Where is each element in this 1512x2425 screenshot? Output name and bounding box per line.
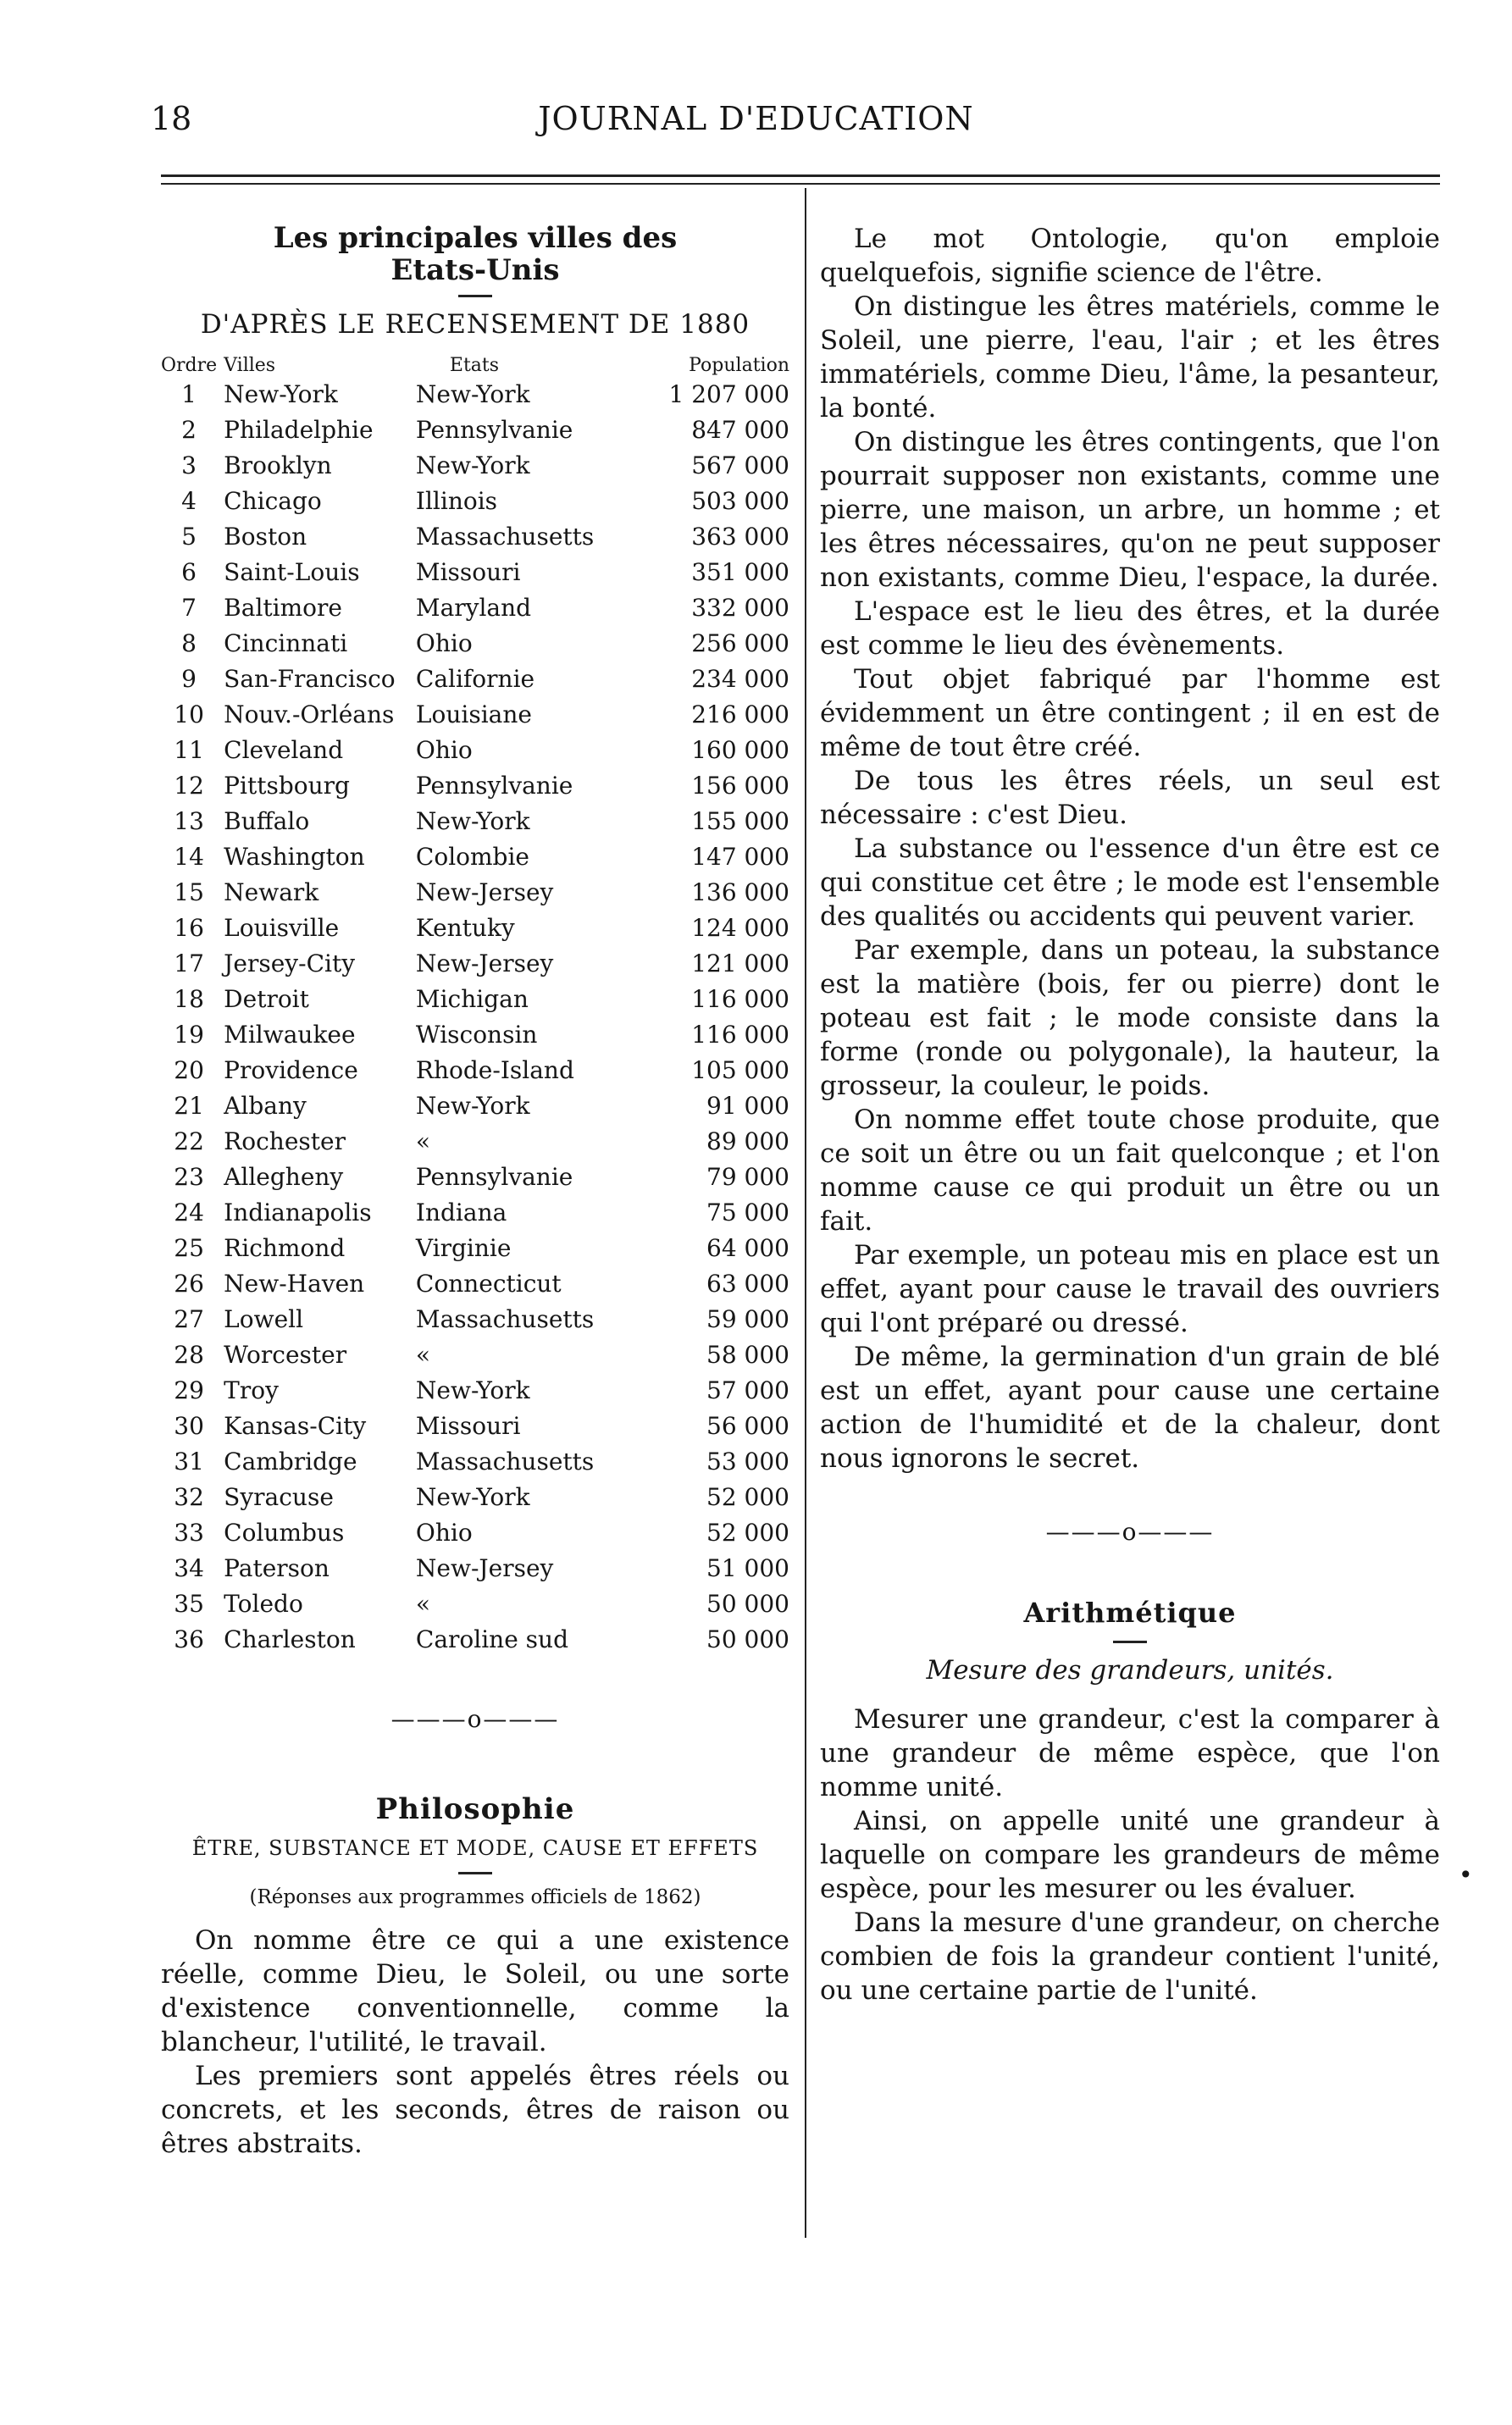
table-row bbox=[161, 1302, 789, 1337]
left-column bbox=[161, 222, 789, 2161]
cell-population: 124 000 bbox=[691, 914, 789, 942]
cell-city: Rochester bbox=[224, 1127, 346, 1155]
cell-population: 847 000 bbox=[691, 416, 789, 444]
ontology-paragraph-3: On distingue les êtres contingents, que l'on pourrait supposer non existants, comme une pierre, une maison, un arbre, un homme ; et les êtres nécessaires, qu'on ne peut supposer non existants, comme Dieu, l'espace, la durée. bbox=[820, 427, 1440, 593]
arithmetique-subtitle: Mesure des grandeurs, unités. bbox=[926, 1655, 1334, 1686]
table-row bbox=[161, 1195, 789, 1231]
cell-state: New-Jersey bbox=[415, 1554, 554, 1582]
ontology-paragraph-8: Par exemple, dans un poteau, la substance est la matière (bois, fer ou pierre) dont le poteau est fait ; le mode consiste dans la forme (ronde ou polygonale), la hauteur, la grosseur, la couleur, le poids. bbox=[820, 935, 1440, 1101]
philosophie-paragraph-2: Les premiers sont appelés êtres réels ou concrets, et les seconds, êtres de raison ou êtres abstraits. bbox=[161, 2061, 789, 2159]
cell-order: 36 bbox=[174, 1625, 204, 1653]
cell-city: Allegheny bbox=[224, 1163, 344, 1191]
cell-city: Paterson bbox=[224, 1554, 330, 1582]
table-row bbox=[161, 1053, 789, 1088]
cell-state: Virginie bbox=[415, 1234, 512, 1262]
ontology-paragraph-1: Le mot Ontologie, qu'on emploie quelquefois, signifie science de l'être. bbox=[820, 224, 1440, 288]
cell-order: 35 bbox=[174, 1590, 204, 1618]
cell-state: Maryland bbox=[415, 594, 532, 622]
cell-order: 23 bbox=[174, 1163, 204, 1191]
cell-city: Philadelphie bbox=[224, 416, 374, 444]
ontology-paragraph-10: Par exemple, un poteau mis en place est un effet, ayant pour cause le travail des ouvriers qui l'ont préparé ou dressé. bbox=[820, 1240, 1440, 1338]
cell-city: Boston bbox=[224, 523, 307, 551]
table-row bbox=[161, 590, 789, 626]
cell-order: 10 bbox=[174, 700, 204, 728]
cell-order: 29 bbox=[174, 1376, 204, 1404]
cell-state: Pennsylvanie bbox=[415, 416, 573, 444]
cell-order: 16 bbox=[174, 914, 204, 942]
arithmetique-dash bbox=[1113, 1641, 1147, 1643]
cell-order: 34 bbox=[174, 1554, 204, 1582]
cell-population: 75 000 bbox=[706, 1199, 789, 1226]
cell-city: Kansas-City bbox=[224, 1412, 367, 1440]
table-row bbox=[161, 448, 789, 484]
cell-state: Illinois bbox=[415, 487, 498, 515]
cell-state: Colombie bbox=[415, 843, 529, 871]
table-row bbox=[161, 1515, 789, 1551]
cell-city: New-Haven bbox=[224, 1270, 365, 1298]
table-row bbox=[161, 1444, 789, 1480]
cell-city: Pittsbourg bbox=[224, 772, 350, 800]
cell-population: 105 000 bbox=[691, 1056, 789, 1084]
cell-state: Michigan bbox=[415, 985, 529, 1013]
right-separator: ———o——— bbox=[1045, 1518, 1215, 1546]
cell-city: Cleveland bbox=[224, 736, 344, 764]
cell-city: Brooklyn bbox=[224, 451, 332, 479]
cell-order: 11 bbox=[174, 736, 204, 764]
cell-city: Providence bbox=[224, 1056, 358, 1084]
cell-city: Newark bbox=[224, 878, 319, 906]
cell-state: Californie bbox=[415, 665, 535, 693]
table-row bbox=[161, 768, 789, 804]
cell-population: 136 000 bbox=[691, 878, 789, 906]
cell-city: Chicago bbox=[224, 487, 322, 515]
cell-order: 28 bbox=[174, 1341, 204, 1369]
cell-city: Columbus bbox=[224, 1519, 345, 1547]
cities-subtitle: D'APRÈS LE RECENSEMENT DE 1880 bbox=[200, 309, 750, 340]
column-header-population: Population bbox=[689, 355, 789, 376]
table-row bbox=[161, 1586, 789, 1622]
cell-population: 79 000 bbox=[706, 1163, 789, 1191]
cell-city: Richmond bbox=[224, 1234, 346, 1262]
cities-table-body bbox=[161, 377, 789, 1658]
cell-city: Syracuse bbox=[224, 1483, 334, 1511]
table-row bbox=[161, 1231, 789, 1266]
cell-order: 4 bbox=[181, 487, 197, 515]
cell-city: Baltimore bbox=[224, 594, 342, 622]
table-row bbox=[161, 412, 789, 448]
cell-city: Jersey-City bbox=[224, 950, 356, 977]
cell-state: Pennsylvanie bbox=[415, 1163, 573, 1191]
header-rule-top bbox=[161, 174, 1440, 177]
cell-order: 21 bbox=[174, 1092, 204, 1120]
cell-order: 5 bbox=[181, 523, 197, 551]
ontology-paragraph-2: On distingue les êtres matériels, comme le Soleil, une pierre, l'eau, l'air ; et les êtres immatériels, comme Dieu, l'âme, la pesanteur, la bonté. bbox=[820, 291, 1440, 424]
cell-population: 351 000 bbox=[691, 558, 789, 586]
cell-state: Missouri bbox=[415, 558, 521, 586]
cell-order: 31 bbox=[174, 1448, 204, 1475]
cell-population: 59 000 bbox=[706, 1305, 789, 1333]
cell-state: Indiana bbox=[415, 1199, 507, 1226]
cell-state: New-Jersey bbox=[415, 878, 554, 906]
cell-population: 63 000 bbox=[706, 1270, 789, 1298]
cell-order: 32 bbox=[174, 1483, 204, 1511]
cell-state: New-York bbox=[415, 451, 530, 479]
cell-order: 22 bbox=[174, 1127, 204, 1155]
philosophie-title: Philosophie bbox=[375, 1792, 575, 1826]
cell-population: 89 000 bbox=[706, 1127, 789, 1155]
cell-order: 1 bbox=[181, 380, 197, 408]
cell-state: Massachusetts bbox=[415, 1305, 595, 1333]
cell-order: 15 bbox=[174, 878, 204, 906]
cell-city: Charleston bbox=[224, 1625, 356, 1653]
column-header-city: Villes bbox=[224, 355, 276, 376]
cell-population: 58 000 bbox=[706, 1341, 789, 1369]
cell-city: Buffalo bbox=[224, 807, 310, 835]
cell-state: Ohio bbox=[415, 1519, 473, 1547]
cell-order: 27 bbox=[174, 1305, 204, 1333]
philosophie-note: (Réponses aux programmes officiels de 1862) bbox=[249, 1886, 701, 1908]
cell-order: 13 bbox=[174, 807, 204, 835]
column-header-state: Etats bbox=[449, 355, 500, 376]
cell-population: 503 000 bbox=[691, 487, 789, 515]
cell-population: 156 000 bbox=[691, 772, 789, 800]
cell-city: Cincinnati bbox=[224, 629, 348, 657]
cell-city: New-York bbox=[224, 380, 338, 408]
cell-state: Caroline sud bbox=[415, 1625, 569, 1653]
cell-population: 53 000 bbox=[706, 1448, 789, 1475]
cell-population: 147 000 bbox=[691, 843, 789, 871]
table-row bbox=[161, 982, 789, 1017]
philosophie-paragraph-1: On nomme être ce qui a une existence réelle, comme Dieu, le Soleil, ou une sorte d'existence conventionnelle, comme la blancheur, l'utilité, le travail. bbox=[161, 1925, 789, 2057]
cell-population: 155 000 bbox=[691, 807, 789, 835]
cell-order: 8 bbox=[181, 629, 197, 657]
margin-mark: • bbox=[1459, 1861, 1473, 1889]
cell-state: Wisconsin bbox=[415, 1021, 538, 1049]
page-number: 18 bbox=[151, 100, 192, 137]
table-row bbox=[161, 626, 789, 662]
right-column bbox=[820, 222, 1440, 2007]
ontology-paragraph-9: On nomme effet toute chose produite, que ce soit un être ou un fait quelconque ; et l'on nomme cause ce qui produit un être ou un fait. bbox=[820, 1105, 1440, 1237]
cell-state: Pennsylvanie bbox=[415, 772, 573, 800]
cell-state: Louisiane bbox=[415, 700, 532, 728]
table-row bbox=[161, 1622, 789, 1658]
cell-population: 51 000 bbox=[706, 1554, 789, 1582]
table-row bbox=[161, 1551, 789, 1586]
cell-city: Saint-Louis bbox=[224, 558, 360, 586]
table-row bbox=[161, 697, 789, 733]
cell-order: 30 bbox=[174, 1412, 204, 1440]
philosophie-dash bbox=[458, 1872, 492, 1874]
arithmetique-paragraph-3: Dans la mesure d'une grandeur, on cherche combien de fois la grandeur contient l'unité, ou une certaine partie de l'unité. bbox=[820, 1907, 1440, 2006]
table-row bbox=[161, 1124, 789, 1160]
cell-population: 363 000 bbox=[691, 523, 789, 551]
cell-population: 50 000 bbox=[706, 1590, 789, 1618]
philosophie-subtitle: ÊTRE, SUBSTANCE ET MODE, CAUSE ET EFFETS bbox=[191, 1836, 759, 1860]
ontology-paragraph-5: Tout objet fabriqué par l'homme est évidemment un être contingent ; il en est de même de tout être créé. bbox=[820, 664, 1440, 762]
cell-state: New-Jersey bbox=[415, 950, 554, 977]
table-row bbox=[161, 1373, 789, 1409]
ontology-paragraph-4: L'espace est le lieu des êtres, et la durée est comme le lieu des évènements. bbox=[820, 596, 1440, 661]
cell-order: 17 bbox=[174, 950, 204, 977]
cell-population: 52 000 bbox=[706, 1519, 789, 1547]
column-header-order: Ordre bbox=[161, 355, 218, 376]
cell-population: 116 000 bbox=[691, 1021, 789, 1049]
cell-state: « bbox=[415, 1341, 431, 1369]
cell-state: Kentuky bbox=[415, 914, 515, 942]
ontology-paragraph-6: De tous les êtres réels, un seul est nécessaire : c'est Dieu. bbox=[820, 766, 1440, 830]
column-divider bbox=[805, 188, 806, 2238]
title-dash bbox=[458, 295, 492, 297]
cell-state: « bbox=[415, 1127, 431, 1155]
table-row bbox=[161, 1480, 789, 1515]
cell-city: Nouv.-Orléans bbox=[224, 700, 395, 728]
cell-order: 12 bbox=[174, 772, 204, 800]
cell-city: Milwaukee bbox=[224, 1021, 356, 1049]
cell-population: 216 000 bbox=[691, 700, 789, 728]
table-row bbox=[161, 1160, 789, 1195]
cell-order: 14 bbox=[174, 843, 204, 871]
cell-population: 50 000 bbox=[706, 1625, 789, 1653]
cell-state: Massachusetts bbox=[415, 523, 595, 551]
table-row bbox=[161, 1409, 789, 1444]
header-rule-bottom bbox=[161, 183, 1440, 185]
cell-population: 56 000 bbox=[706, 1412, 789, 1440]
cell-state: « bbox=[415, 1590, 431, 1618]
ontology-paragraph-11: De même, la germination d'un grain de blé est un effet, ayant pour cause une certaine action de l'humidité et de la chaleur, dont nous ignorons le secret. bbox=[820, 1342, 1440, 1474]
cell-city: Albany bbox=[224, 1092, 307, 1120]
cell-state: New-York bbox=[415, 1092, 530, 1120]
cell-population: 64 000 bbox=[706, 1234, 789, 1262]
running-head bbox=[0, 100, 1512, 151]
cell-city: Toledo bbox=[224, 1590, 303, 1618]
cell-city: Lowell bbox=[224, 1305, 304, 1333]
table-row bbox=[161, 1337, 789, 1373]
cell-order: 26 bbox=[174, 1270, 204, 1298]
cell-city: Troy bbox=[224, 1376, 279, 1404]
table-row bbox=[161, 1017, 789, 1053]
cell-state: New-York bbox=[415, 380, 530, 408]
cell-population: 567 000 bbox=[691, 451, 789, 479]
cell-city: Worcester bbox=[224, 1341, 347, 1369]
journal-title: JOURNAL D'EDUCATION bbox=[538, 100, 974, 137]
table-row bbox=[161, 839, 789, 875]
cell-order: 6 bbox=[181, 558, 197, 586]
cell-order: 18 bbox=[174, 985, 204, 1013]
cell-city: Louisville bbox=[224, 914, 340, 942]
cell-order: 2 bbox=[181, 416, 197, 444]
cell-state: Massachusetts bbox=[415, 1448, 595, 1475]
cell-state: New-York bbox=[415, 1483, 530, 1511]
cell-state: New-York bbox=[415, 807, 530, 835]
arithmetique-paragraph-2: Ainsi, on appelle unité une grandeur à laquelle on compare les grandeurs de même espèce, pour les mesurer ou les évaluer. bbox=[820, 1806, 1440, 1904]
cell-state: Connecticut bbox=[415, 1270, 562, 1298]
cell-population: 332 000 bbox=[691, 594, 789, 622]
cell-state: New-York bbox=[415, 1376, 530, 1404]
table-row bbox=[161, 484, 789, 519]
table-row bbox=[161, 911, 789, 946]
cities-table bbox=[161, 355, 789, 1658]
table-row bbox=[161, 1088, 789, 1124]
cell-order: 19 bbox=[174, 1021, 204, 1049]
cell-population: 160 000 bbox=[691, 736, 789, 764]
cell-population: 121 000 bbox=[691, 950, 789, 977]
cell-city: Washington bbox=[224, 843, 365, 871]
cell-order: 24 bbox=[174, 1199, 204, 1226]
cell-order: 25 bbox=[174, 1234, 204, 1262]
cell-city: Cambridge bbox=[224, 1448, 357, 1475]
cell-state: Rhode-Island bbox=[415, 1056, 574, 1084]
table-row bbox=[161, 519, 789, 555]
cell-population: 234 000 bbox=[691, 665, 789, 693]
cell-state: Ohio bbox=[415, 736, 473, 764]
cell-population: 1 207 000 bbox=[668, 380, 789, 408]
cities-title-line2: Etats-Unis bbox=[390, 253, 560, 287]
table-row bbox=[161, 555, 789, 590]
cell-state: Missouri bbox=[415, 1412, 521, 1440]
table-row bbox=[161, 662, 789, 697]
table-header-row bbox=[161, 355, 789, 377]
cell-order: 3 bbox=[181, 451, 197, 479]
arithmetique-title: Arithmétique bbox=[1023, 1597, 1237, 1629]
cell-population: 91 000 bbox=[706, 1092, 789, 1120]
cell-order: 7 bbox=[181, 594, 197, 622]
ontology-paragraph-7: La substance ou l'essence d'un être est ce qui constitue cet être ; le mode est l'ensemble des qualités ou accidents qui peuvent varier. bbox=[820, 833, 1440, 932]
arithmetique-paragraph-1: Mesurer une grandeur, c'est la comparer à une grandeur de même espèce, que l'on nomme unité. bbox=[820, 1704, 1440, 1802]
section-separator: ———o——— bbox=[390, 1705, 560, 1733]
cell-order: 33 bbox=[174, 1519, 204, 1547]
cell-order: 20 bbox=[174, 1056, 204, 1084]
cell-population: 52 000 bbox=[706, 1483, 789, 1511]
cell-order: 9 bbox=[181, 665, 197, 693]
table-row bbox=[161, 1266, 789, 1302]
cell-population: 57 000 bbox=[706, 1376, 789, 1404]
cell-city: Indianapolis bbox=[224, 1199, 372, 1226]
cell-city: San-Francisco bbox=[224, 665, 396, 693]
table-row bbox=[161, 804, 789, 839]
table-row bbox=[161, 733, 789, 768]
table-row bbox=[161, 377, 789, 412]
cell-population: 116 000 bbox=[691, 985, 789, 1013]
cell-state: Ohio bbox=[415, 629, 473, 657]
table-row bbox=[161, 946, 789, 982]
cell-population: 256 000 bbox=[691, 629, 789, 657]
cities-title-line1: Les principales villes des bbox=[273, 221, 678, 255]
table-row bbox=[161, 875, 789, 911]
cell-city: Detroit bbox=[224, 985, 309, 1013]
